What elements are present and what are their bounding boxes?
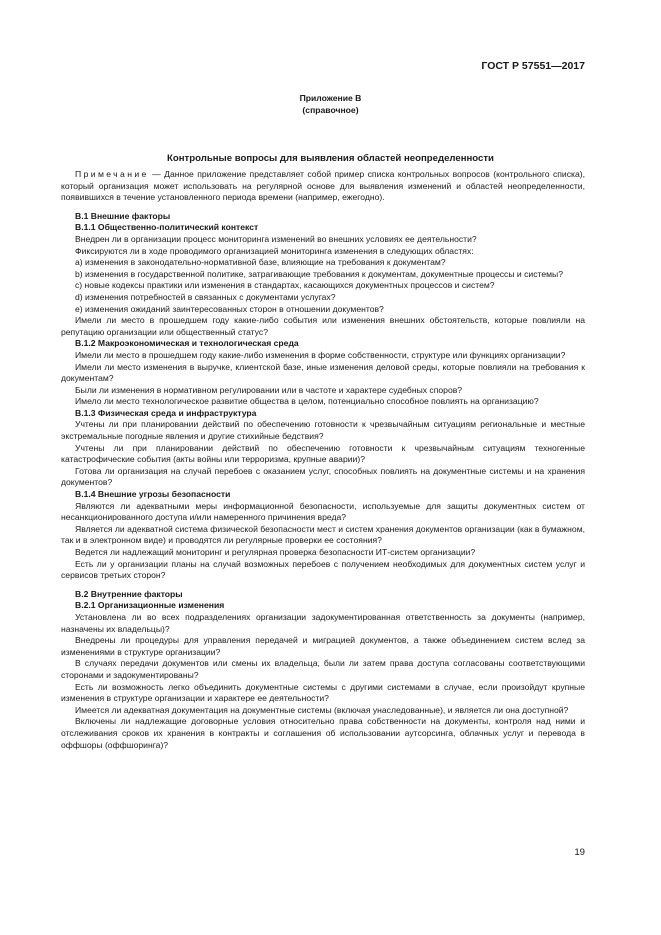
paragraph: Готова ли организация на случай перебоев с оказанием услуг, способных повлиять на документные системы и на хранения документов? [61,465,585,488]
note-paragraph [61,169,585,204]
paragraph: Являются ли адекватными меры информационной безопасности, используемые для защиты документных систем от несанкционированного доступа и/или намеренного причинения вреда? [61,500,585,523]
paragraph: Ведется ли надлежащий мониторинг и регулярная проверка безопасности ИТ-систем организации? [75,547,476,557]
paragraph: Фиксируются ли в ходе проводимого организацией мониторинга изменения в следующих областях: [75,245,474,256]
page-title: Контрольные вопросы для выявления областей неопределенности [167,153,494,164]
section-heading: В.2 Внутренние факторы [75,588,183,599]
subsection-heading: В.1.2 Макроэкономическая и технологическая среда [75,338,299,349]
paragraph: Внедрены ли процедуры для управления передачей и миграцией документов, а также объединением систем вслед за изменениями в структуре организации? [61,635,585,657]
annex-title: Приложение В [299,93,362,103]
paragraph: Есть ли у организации планы на случай возможных перебоев с получением необходимых для документных систем услуг и сервисов третьих сторон? [61,558,585,581]
paragraph: Учтены ли при планировании действий по обеспечению готовности к чрезвычайным ситуациям техногенные катастрофические события (акты войны или терроризма, крупные аварии)? [61,442,585,465]
list-item: d) изменения потребностей в связанных с документами услугах? [75,291,336,302]
paragraph: Внедрен ли в организации процесс мониторинга изменений во внешних условиях ее деятельности? [75,233,477,244]
section-heading: В.1 Внешние факторы [75,210,171,221]
paragraph: Были ли изменения в нормативном регулировании или в частоте и характере судебных споров? [75,384,463,395]
note-label: Примечание [75,169,149,179]
paragraph: Имеется ли адекватная документация на документные системы (включая унаследованные), и является ли она доступной? [75,704,569,715]
paragraph: Установлена ли во всех подразделениях организации задокументированная ответственность за документы (например, назначены их владельцы)? [61,611,585,634]
paragraph: Является ли адекватной система физической безопасности мест и систем хранения документов организации (как в бумажном, так и в электронном виде) и проводятся ли регулярные проверки ее состояния? [61,523,585,546]
page-number: 19 [574,847,585,858]
list-item: а) изменения в законодательно-нормативной базе, влияющие на требования к документам? [75,257,446,268]
paragraph: Имело ли место технологическое развитие общества в целом, потенциально способное повлиять на организацию? [75,396,539,407]
document-body [61,161,585,751]
paragraph: Есть ли возможность легко объединить документные системы с другими системами в случае, если произойдут крупные изменения в структуре организации и характере ее деятельности? [61,681,585,704]
subsection-heading: В.1.1 Общественно-политический контекст [75,222,259,233]
paragraph: Имели ли место в прошедшем году какие-либо изменения в форме собственности, структуре или функциях организации? [75,349,566,360]
subsection-heading: В.1.4 Внешние угрозы безопасности [75,489,231,500]
document-number: ГОСТ Р 57551—2017 [481,60,585,72]
list-item: b) изменения в государственной политике, затрагивающие требования к документам, документные процессы и системы? [75,268,563,279]
note-text: — Данное приложение представляет собой пример списка контрольных вопросов (контрольного списка), который организация может использовать на регулярной основе для выявления изменений и областей неопределенности, появившихся в течение установленного периода времени (например, ежегодно). [61,169,585,203]
list-item: с) новые кодексы практики или изменения в стандартах, касающихся документных процессов и систем? [75,280,495,291]
list-item: е) изменения ожиданий заинтересованных сторон в отношении документов? [75,303,384,314]
paragraph: Включены ли надлежащие договорные условия относительно права собственности на документы, контроля над ними и отслеживания сроков их хранения в контракты и соглашения об использовании аутсорсинга, облачных услуг и перевода в оффшоры (оффшоринга)? [61,716,585,750]
subsection-heading: В.2.1 Организационные изменения [75,600,225,611]
paragraph: Имели ли место изменения в выручке, клиентской базе, иные изменения деловой среды, которые повлияли на требования к документам? [61,361,585,384]
subsection-heading: В.1.3 Физическая среда и инфраструктура [75,407,257,418]
paragraph: В случаях передачи документов или смены их владельца, были ли затем права доступа согласованы соответствующими сторонами и задокументированы? [61,658,585,680]
paragraph: Учтены ли при планировании действий по обеспечению готовности к чрезвычайным ситуациям региональные и местные экстремальные погодные явления и другие стихийные бедствия? [61,419,585,442]
annex-subtitle: (справочное) [302,105,359,115]
paragraph: Имели ли место в прошедшем году какие-либо события или изменения внешних обстоятельств, которые повлияли на репутацию организации или общественный статус? [61,315,585,337]
